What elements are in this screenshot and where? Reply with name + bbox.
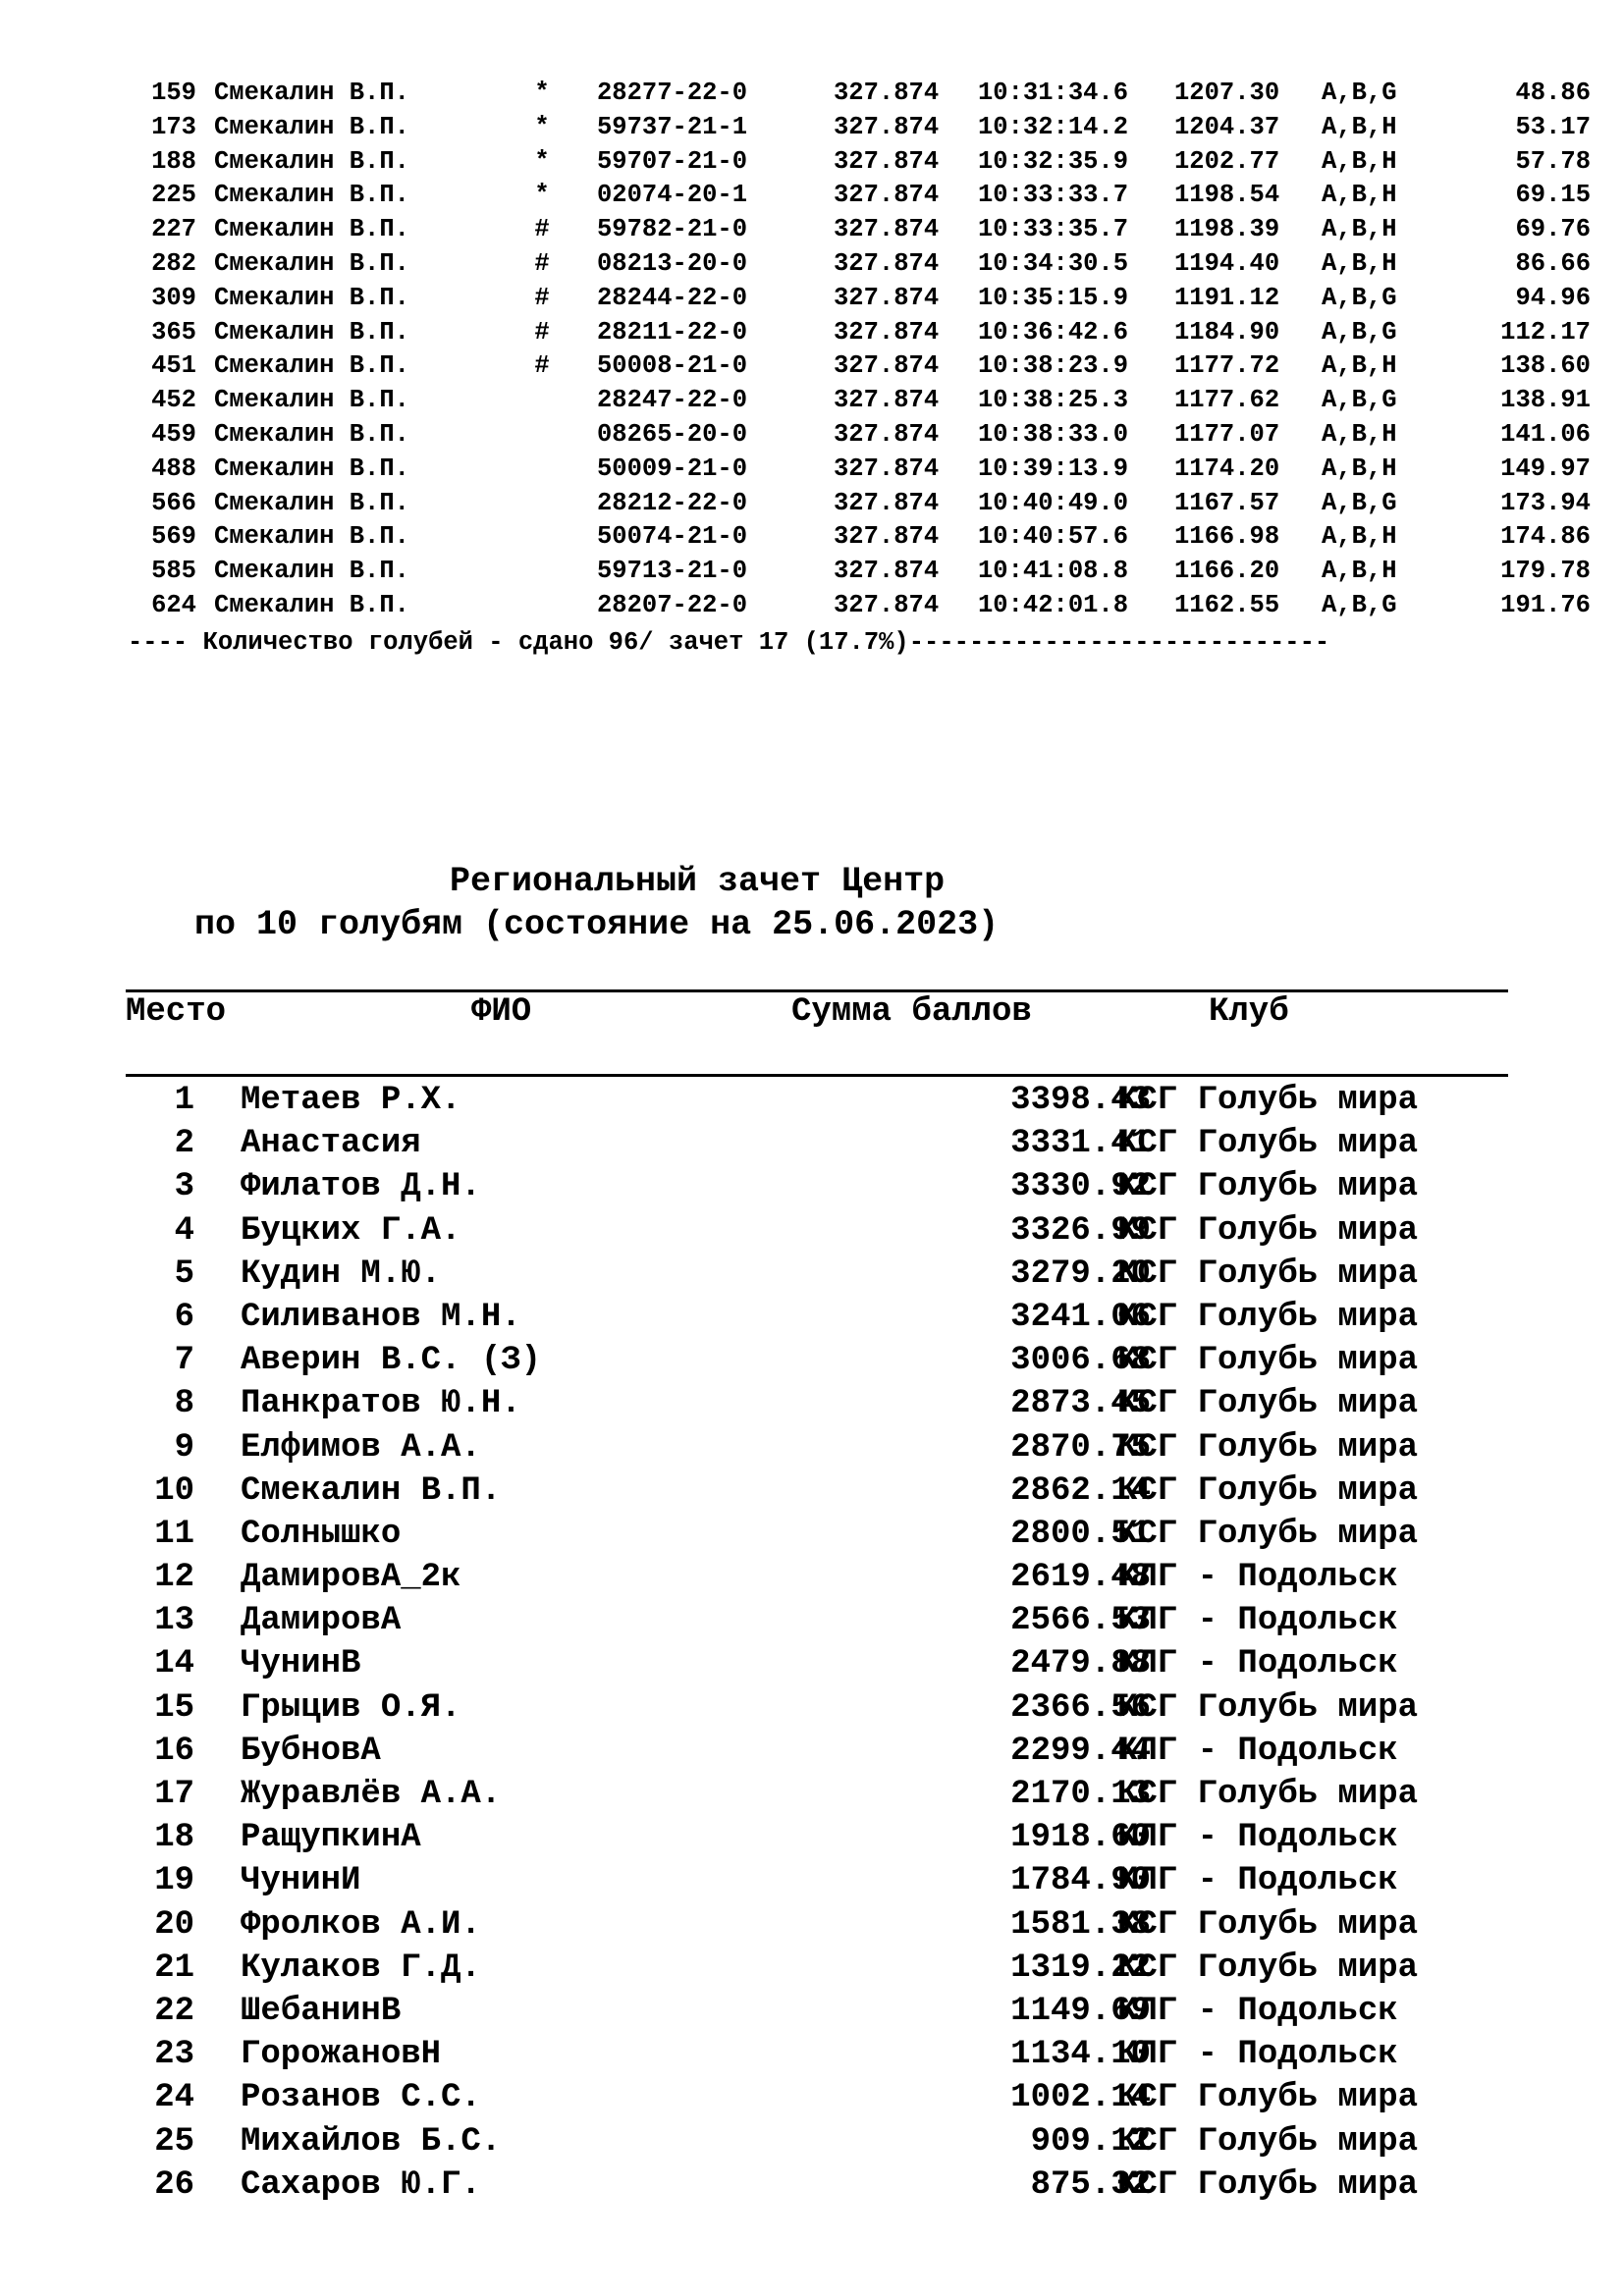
race-cell-speed: 1202.77 bbox=[1174, 146, 1280, 176]
standings-cell-name: ЧунинИ bbox=[241, 1862, 361, 1900]
race-row bbox=[128, 145, 1600, 180]
standings-row bbox=[126, 1165, 1508, 1208]
race-cell-points: 141.06 bbox=[1500, 419, 1591, 449]
standings-row bbox=[126, 1426, 1508, 1469]
standings-row bbox=[126, 1859, 1508, 1902]
race-cell-name: Смекалин В.П. bbox=[214, 454, 409, 483]
standings-header bbox=[126, 993, 1508, 1037]
race-cell-distance: 327.874 bbox=[834, 248, 940, 278]
race-cell-distance: 327.874 bbox=[834, 590, 940, 619]
race-cell-points: 179.78 bbox=[1500, 557, 1591, 586]
race-cell-flags: A,B,H bbox=[1322, 215, 1397, 244]
standings-cell-club: КЛГ - Подольск bbox=[1117, 1992, 1398, 2030]
standings-cell-club: КЛГ - Подольск bbox=[1117, 1645, 1398, 1683]
standings-cell-sum: 2873.45 bbox=[1010, 1385, 1151, 1423]
race-cell-name: Смекалин В.П. bbox=[214, 215, 409, 244]
race-cell-points: 173.94 bbox=[1500, 488, 1591, 517]
race-cell-speed: 1184.90 bbox=[1174, 317, 1280, 347]
standings-cell-club: КСГ Голубь мира bbox=[1117, 2122, 1419, 2161]
race-cell-time: 10:39:13.9 bbox=[978, 454, 1129, 483]
standings-cell-club: КСГ Голубь мира bbox=[1117, 2165, 1419, 2204]
race-cell-name: Смекалин В.П. bbox=[214, 386, 409, 415]
standings-cell-name: Михайлов Б.С. bbox=[241, 2122, 502, 2161]
race-cell-pos: 188 bbox=[151, 146, 196, 176]
race-summary-line: ---- Количество голубей - сдано 96/ зачет 17 (17.7%)---------------------------- bbox=[128, 628, 1330, 657]
standings-cell-place: 19 bbox=[154, 1862, 194, 1900]
race-cell-name: Смекалин В.П. bbox=[214, 488, 409, 517]
standings-cell-club: КСГ Голубь мира bbox=[1117, 1776, 1419, 1813]
standings-cell-sum: 1134.10 bbox=[1010, 2036, 1151, 2074]
race-row bbox=[128, 282, 1600, 316]
standings-row bbox=[126, 1599, 1508, 1642]
standings-cell-place: 9 bbox=[174, 1428, 194, 1467]
standings-row bbox=[126, 2120, 1508, 2163]
race-cell-distance: 327.874 bbox=[834, 181, 940, 210]
standings-cell-sum: 1784.90 bbox=[1010, 1862, 1151, 1900]
race-cell-mark: # bbox=[534, 317, 550, 347]
race-cell-speed: 1204.37 bbox=[1174, 112, 1280, 141]
race-cell-name: Смекалин В.П. bbox=[214, 419, 409, 449]
standings-cell-place: 14 bbox=[154, 1645, 194, 1683]
standings-cell-place: 11 bbox=[154, 1515, 194, 1553]
standings-cell-name: Сахаров Ю.Г. bbox=[241, 2165, 481, 2204]
race-cell-name: Смекалин В.П. bbox=[214, 146, 409, 176]
standings-cell-place: 1 bbox=[174, 1082, 194, 1119]
standings-cell-name: Буцких Г.А. bbox=[241, 1211, 461, 1250]
standings-cell-sum: 3279.20 bbox=[1010, 1255, 1151, 1293]
race-cell-ring: 59713-21-0 bbox=[597, 557, 748, 586]
race-cell-mark: # bbox=[534, 248, 550, 278]
race-cell-pos: 227 bbox=[151, 215, 196, 244]
race-row bbox=[128, 520, 1600, 555]
standings-cell-sum: 1149.69 bbox=[1010, 1992, 1151, 2030]
race-row bbox=[128, 316, 1600, 350]
race-cell-distance: 327.874 bbox=[834, 557, 940, 586]
race-cell-ring: 59707-21-0 bbox=[597, 146, 748, 176]
race-cell-flags: A,B,G bbox=[1322, 386, 1397, 415]
standings-cell-name: Журавлёв А.А. bbox=[241, 1776, 502, 1813]
race-cell-name: Смекалин В.П. bbox=[214, 283, 409, 312]
standings-row bbox=[126, 1382, 1508, 1425]
race-cell-time: 10:40:49.0 bbox=[978, 488, 1129, 517]
standings-row bbox=[126, 1469, 1508, 1513]
standings-cell-club: КСГ Голубь мира bbox=[1117, 2079, 1419, 2117]
standings-cell-club: КЛГ - Подольск bbox=[1117, 1819, 1398, 1857]
race-cell-distance: 327.874 bbox=[834, 386, 940, 415]
standings-cell-club: КЛГ - Подольск bbox=[1117, 2036, 1398, 2074]
race-cell-name: Смекалин В.П. bbox=[214, 351, 409, 381]
standings-row bbox=[126, 1773, 1508, 1816]
race-cell-name: Смекалин В.П. bbox=[214, 248, 409, 278]
race-cell-points: 48.86 bbox=[1515, 79, 1591, 107]
standings-cell-sum: 3241.06 bbox=[1010, 1298, 1151, 1336]
race-cell-mark: # bbox=[534, 215, 550, 244]
race-row bbox=[128, 213, 1600, 247]
race-cell-pos: 566 bbox=[151, 488, 196, 517]
standings-cell-club: КСГ Голубь мира bbox=[1117, 1471, 1419, 1510]
race-cell-name: Смекалин В.П. bbox=[214, 79, 409, 107]
race-cell-time: 10:38:23.9 bbox=[978, 351, 1129, 381]
header-place: Место bbox=[126, 993, 227, 1031]
race-cell-pos: 451 bbox=[151, 351, 196, 381]
race-cell-distance: 327.874 bbox=[834, 79, 940, 107]
standings-row bbox=[126, 1296, 1508, 1339]
race-cell-flags: A,B,H bbox=[1322, 419, 1397, 449]
standings-cell-place: 7 bbox=[174, 1342, 194, 1380]
standings-cell-name: ДамировА bbox=[241, 1602, 402, 1640]
race-cell-pos: 459 bbox=[151, 419, 196, 449]
race-cell-flags: A,B,H bbox=[1322, 557, 1397, 586]
standings-row bbox=[126, 1903, 1508, 1947]
race-cell-flags: A,B,H bbox=[1322, 522, 1397, 552]
standings-row bbox=[126, 1209, 1508, 1253]
header-sum: Сумма баллов bbox=[791, 993, 1032, 1031]
standings-cell-name: Аверин В.С. (З) bbox=[241, 1342, 542, 1380]
standings-cell-sum: 3331.41 bbox=[1010, 1125, 1151, 1163]
race-cell-distance: 327.874 bbox=[834, 454, 940, 483]
standings-title: Региональный зачет Центр bbox=[450, 862, 946, 901]
race-cell-time: 10:41:08.8 bbox=[978, 557, 1129, 586]
race-cell-speed: 1198.54 bbox=[1174, 181, 1280, 210]
race-cell-ring: 59737-21-1 bbox=[597, 112, 748, 141]
race-cell-time: 10:34:30.5 bbox=[978, 248, 1129, 278]
standings-cell-sum: 2479.88 bbox=[1010, 1645, 1151, 1683]
race-row bbox=[128, 349, 1600, 384]
standings-cell-club: КСГ Голубь мира bbox=[1117, 1515, 1419, 1553]
standings-cell-club: КСГ Голубь мира bbox=[1117, 1211, 1419, 1250]
race-cell-time: 10:31:34.6 bbox=[978, 79, 1129, 107]
standings-cell-name: БубновА bbox=[241, 1732, 381, 1770]
standings-cell-sum: 2299.44 bbox=[1010, 1732, 1151, 1770]
standings-cell-place: 10 bbox=[154, 1471, 194, 1510]
standings-cell-club: КСГ Голубь мира bbox=[1117, 1298, 1419, 1336]
race-cell-points: 94.96 bbox=[1515, 283, 1591, 312]
standings-cell-sum: 2870.75 bbox=[1010, 1428, 1151, 1467]
standings-cell-club: КСГ Голубь мира bbox=[1117, 1688, 1419, 1727]
standings-row bbox=[126, 1122, 1508, 1165]
standings-cell-sum: 2619.48 bbox=[1010, 1559, 1151, 1597]
race-cell-time: 10:42:01.8 bbox=[978, 590, 1129, 619]
header-bottom-rule bbox=[126, 1074, 1508, 1077]
standings-subtitle: по 10 голубям (состояние на 25.06.2023) bbox=[194, 905, 1000, 944]
standings-cell-club: КСГ Голубь мира bbox=[1117, 1385, 1419, 1423]
standings-cell-place: 24 bbox=[154, 2079, 194, 2117]
race-cell-time: 10:33:35.7 bbox=[978, 215, 1129, 244]
race-cell-ring: 28244-22-0 bbox=[597, 283, 748, 312]
standings-row bbox=[126, 1642, 1508, 1685]
race-row bbox=[128, 555, 1600, 589]
race-cell-mark: * bbox=[534, 79, 550, 107]
race-cell-pos: 624 bbox=[151, 590, 196, 619]
race-cell-pos: 282 bbox=[151, 248, 196, 278]
race-cell-distance: 327.874 bbox=[834, 215, 940, 244]
standings-row bbox=[126, 1990, 1508, 2033]
race-cell-ring: 50009-21-0 bbox=[597, 454, 748, 483]
standings-cell-sum: 909.12 bbox=[1030, 2122, 1151, 2161]
standings-cell-name: Фролков А.И. bbox=[241, 1905, 481, 1944]
race-row bbox=[128, 247, 1600, 282]
standings-cell-name: Кудин М.Ю. bbox=[241, 1255, 442, 1293]
race-cell-speed: 1167.57 bbox=[1174, 488, 1280, 517]
race-cell-points: 149.97 bbox=[1500, 454, 1591, 483]
standings-row bbox=[126, 1079, 1508, 1122]
race-cell-points: 69.76 bbox=[1515, 215, 1591, 244]
standings-cell-name: Елфимов А.А. bbox=[241, 1428, 481, 1467]
race-cell-pos: 569 bbox=[151, 522, 196, 552]
race-cell-ring: 50008-21-0 bbox=[597, 351, 748, 381]
standings-cell-sum: 2366.56 bbox=[1010, 1688, 1151, 1727]
race-cell-time: 10:36:42.6 bbox=[978, 317, 1129, 347]
standings-cell-club: КСГ Голубь мира bbox=[1117, 1125, 1419, 1163]
race-cell-pos: 309 bbox=[151, 283, 196, 312]
standings-cell-name: РащупкинА bbox=[241, 1819, 421, 1857]
race-row bbox=[128, 487, 1600, 521]
race-row bbox=[128, 179, 1600, 213]
standings-cell-club: КЛГ - Подольск bbox=[1117, 1732, 1398, 1770]
standings-cell-sum: 1319.22 bbox=[1010, 1949, 1151, 1987]
race-cell-points: 69.15 bbox=[1515, 181, 1591, 210]
standings-cell-place: 16 bbox=[154, 1732, 194, 1770]
race-cell-ring: 08265-20-0 bbox=[597, 419, 748, 449]
race-cell-ring: 28212-22-0 bbox=[597, 488, 748, 517]
standings-cell-name: ГорожановН bbox=[241, 2036, 442, 2074]
race-cell-points: 138.60 bbox=[1500, 351, 1591, 381]
race-cell-flags: A,B,G bbox=[1322, 79, 1397, 107]
race-cell-pos: 173 bbox=[151, 112, 196, 141]
standings-table bbox=[126, 1079, 1508, 2207]
race-cell-ring: 59782-21-0 bbox=[597, 215, 748, 244]
standings-cell-sum: 1002.14 bbox=[1010, 2079, 1151, 2117]
race-cell-ring: 08213-20-0 bbox=[597, 248, 748, 278]
standings-cell-name: ДамировА_2к bbox=[241, 1559, 461, 1597]
standings-cell-name: Филатов Д.Н. bbox=[241, 1168, 481, 1206]
standings-cell-name: Анастасия bbox=[241, 1125, 421, 1163]
race-cell-speed: 1194.40 bbox=[1174, 248, 1280, 278]
standings-cell-place: 4 bbox=[174, 1211, 194, 1250]
standings-cell-club: КСГ Голубь мира bbox=[1117, 1255, 1419, 1293]
race-cell-distance: 327.874 bbox=[834, 522, 940, 552]
standings-cell-club: КСГ Голубь мира bbox=[1117, 1905, 1419, 1944]
race-cell-pos: 365 bbox=[151, 317, 196, 347]
standings-cell-place: 13 bbox=[154, 1602, 194, 1640]
race-cell-speed: 1177.72 bbox=[1174, 351, 1280, 381]
race-row bbox=[128, 111, 1600, 145]
standings-cell-place: 25 bbox=[154, 2122, 194, 2161]
race-cell-name: Смекалин В.П. bbox=[214, 181, 409, 210]
standings-row bbox=[126, 1947, 1508, 1990]
race-cell-distance: 327.874 bbox=[834, 317, 940, 347]
race-cell-pos: 585 bbox=[151, 557, 196, 586]
race-cell-pos: 225 bbox=[151, 181, 196, 210]
race-cell-mark: * bbox=[534, 112, 550, 141]
race-cell-flags: A,B,H bbox=[1322, 181, 1397, 210]
standings-cell-sum: 1918.60 bbox=[1010, 1819, 1151, 1857]
race-cell-speed: 1177.62 bbox=[1174, 386, 1280, 415]
standings-cell-sum: 875.32 bbox=[1030, 2165, 1151, 2204]
race-cell-name: Смекалин В.П. bbox=[214, 317, 409, 347]
standings-cell-club: КСГ Голубь мира bbox=[1117, 1168, 1419, 1206]
standings-cell-name: ШебанинВ bbox=[241, 1992, 402, 2030]
standings-cell-place: 22 bbox=[154, 1992, 194, 2030]
standings-cell-sum: 2800.51 bbox=[1010, 1515, 1151, 1553]
standings-cell-place: 26 bbox=[154, 2165, 194, 2204]
standings-cell-club: КСГ Голубь мира bbox=[1117, 1949, 1419, 1987]
race-cell-distance: 327.874 bbox=[834, 351, 940, 381]
race-row bbox=[128, 384, 1600, 418]
race-cell-speed: 1166.98 bbox=[1174, 522, 1280, 552]
race-cell-name: Смекалин В.П. bbox=[214, 590, 409, 619]
race-cell-mark: # bbox=[534, 351, 550, 381]
standings-cell-place: 21 bbox=[154, 1949, 194, 1987]
standings-row bbox=[126, 1339, 1508, 1382]
race-cell-speed: 1177.07 bbox=[1174, 419, 1280, 449]
standings-cell-name: ЧунинВ bbox=[241, 1645, 361, 1683]
standings-cell-name: Силиванов М.Н. bbox=[241, 1298, 521, 1336]
race-cell-flags: A,B,H bbox=[1322, 146, 1397, 176]
table-top-rule bbox=[126, 989, 1508, 992]
standings-cell-name: Розанов С.С. bbox=[241, 2079, 481, 2117]
race-cell-pos: 488 bbox=[151, 454, 196, 483]
race-cell-time: 10:38:33.0 bbox=[978, 419, 1129, 449]
race-cell-flags: A,B,H bbox=[1322, 351, 1397, 381]
race-cell-ring: 28277-22-0 bbox=[597, 79, 748, 107]
standings-cell-place: 17 bbox=[154, 1776, 194, 1813]
standings-cell-place: 23 bbox=[154, 2036, 194, 2074]
race-cell-mark: * bbox=[534, 181, 550, 210]
race-cell-name: Смекалин В.П. bbox=[214, 557, 409, 586]
race-cell-ring: 28247-22-0 bbox=[597, 386, 748, 415]
race-cell-ring: 50074-21-0 bbox=[597, 522, 748, 552]
race-row bbox=[128, 589, 1600, 623]
standings-cell-name: Кулаков Г.Д. bbox=[241, 1949, 481, 1987]
race-cell-time: 10:35:15.9 bbox=[978, 283, 1129, 312]
race-cell-ring: 28211-22-0 bbox=[597, 317, 748, 347]
race-cell-distance: 327.874 bbox=[834, 146, 940, 176]
standings-cell-sum: 1581.38 bbox=[1010, 1905, 1151, 1944]
standings-row bbox=[126, 1556, 1508, 1599]
race-cell-flags: A,B,H bbox=[1322, 248, 1397, 278]
standings-cell-sum: 3006.68 bbox=[1010, 1342, 1151, 1380]
standings-cell-name: Смекалин В.П. bbox=[241, 1471, 502, 1510]
race-results-table bbox=[128, 77, 1600, 623]
race-row bbox=[128, 453, 1600, 487]
race-cell-name: Смекалин В.П. bbox=[214, 522, 409, 552]
race-cell-points: 57.78 bbox=[1515, 146, 1591, 176]
standings-cell-sum: 2566.53 bbox=[1010, 1602, 1151, 1640]
race-cell-flags: A,B,G bbox=[1322, 590, 1397, 619]
race-cell-speed: 1174.20 bbox=[1174, 454, 1280, 483]
standings-cell-club: КСГ Голубь мира bbox=[1117, 1428, 1419, 1467]
standings-row bbox=[126, 2033, 1508, 2076]
standings-cell-club: КСГ Голубь мира bbox=[1117, 1082, 1419, 1119]
race-cell-mark: * bbox=[534, 146, 550, 176]
race-cell-ring: 02074-20-1 bbox=[597, 181, 748, 210]
race-cell-time: 10:40:57.6 bbox=[978, 522, 1129, 552]
race-cell-flags: A,B,H bbox=[1322, 454, 1397, 483]
standings-cell-sum: 2170.13 bbox=[1010, 1776, 1151, 1813]
race-cell-speed: 1198.39 bbox=[1174, 215, 1280, 244]
standings-row bbox=[126, 1730, 1508, 1773]
standings-cell-club: КЛГ - Подольск bbox=[1117, 1559, 1398, 1597]
race-cell-points: 53.17 bbox=[1515, 112, 1591, 141]
standings-cell-sum: 3330.92 bbox=[1010, 1168, 1151, 1206]
standings-cell-sum: 3326.99 bbox=[1010, 1211, 1151, 1250]
race-cell-ring: 28207-22-0 bbox=[597, 590, 748, 619]
race-cell-speed: 1207.30 bbox=[1174, 79, 1280, 107]
race-cell-speed: 1191.12 bbox=[1174, 283, 1280, 312]
race-cell-flags: A,B,G bbox=[1322, 283, 1397, 312]
standings-cell-name: Грыцив О.Я. bbox=[241, 1688, 461, 1727]
race-cell-points: 191.76 bbox=[1500, 590, 1591, 619]
race-cell-time: 10:32:35.9 bbox=[978, 146, 1129, 176]
race-cell-distance: 327.874 bbox=[834, 488, 940, 517]
standings-cell-sum: 2862.14 bbox=[1010, 1471, 1151, 1510]
race-cell-pos: 452 bbox=[151, 386, 196, 415]
race-cell-distance: 327.874 bbox=[834, 419, 940, 449]
race-cell-points: 138.91 bbox=[1500, 386, 1591, 415]
race-cell-time: 10:33:33.7 bbox=[978, 181, 1129, 210]
race-cell-time: 10:32:14.2 bbox=[978, 112, 1129, 141]
standings-cell-place: 5 bbox=[174, 1255, 194, 1293]
race-row bbox=[128, 418, 1600, 453]
header-name: ФИО bbox=[471, 993, 532, 1031]
race-cell-time: 10:38:25.3 bbox=[978, 386, 1129, 415]
standings-cell-place: 6 bbox=[174, 1298, 194, 1336]
race-cell-points: 112.17 bbox=[1500, 317, 1591, 347]
race-row bbox=[128, 77, 1600, 111]
race-cell-mark: # bbox=[534, 283, 550, 312]
race-cell-flags: A,B,H bbox=[1322, 112, 1397, 141]
header-club: Клуб bbox=[1209, 993, 1289, 1031]
standings-cell-place: 18 bbox=[154, 1819, 194, 1857]
standings-row bbox=[126, 2076, 1508, 2119]
standings-cell-club: КЛГ - Подольск bbox=[1117, 1862, 1398, 1900]
standings-cell-club: КСГ Голубь мира bbox=[1117, 1342, 1419, 1380]
standings-cell-club: КЛГ - Подольск bbox=[1117, 1602, 1398, 1640]
standings-cell-place: 20 bbox=[154, 1905, 194, 1944]
race-cell-flags: A,B,G bbox=[1322, 488, 1397, 517]
standings-cell-place: 2 bbox=[174, 1125, 194, 1163]
standings-row bbox=[126, 2163, 1508, 2207]
race-cell-flags: A,B,G bbox=[1322, 317, 1397, 347]
standings-cell-name: Солнышко bbox=[241, 1515, 402, 1553]
standings-cell-name: Метаев Р.Х. bbox=[241, 1082, 461, 1119]
standings-row bbox=[126, 1513, 1508, 1556]
race-cell-speed: 1162.55 bbox=[1174, 590, 1280, 619]
standings-row bbox=[126, 1253, 1508, 1296]
standings-cell-name: Панкратов Ю.Н. bbox=[241, 1385, 521, 1423]
race-cell-name: Смекалин В.П. bbox=[214, 112, 409, 141]
race-cell-speed: 1166.20 bbox=[1174, 557, 1280, 586]
standings-cell-place: 12 bbox=[154, 1559, 194, 1597]
race-cell-points: 174.86 bbox=[1500, 522, 1591, 552]
race-cell-distance: 327.874 bbox=[834, 283, 940, 312]
race-cell-points: 86.66 bbox=[1515, 248, 1591, 278]
standings-cell-place: 8 bbox=[174, 1385, 194, 1423]
standings-row bbox=[126, 1816, 1508, 1859]
race-cell-pos: 159 bbox=[151, 79, 196, 107]
standings-row bbox=[126, 1686, 1508, 1730]
standings-cell-place: 15 bbox=[154, 1688, 194, 1727]
standings-cell-place: 3 bbox=[174, 1168, 194, 1206]
standings-cell-sum: 3398.43 bbox=[1010, 1082, 1151, 1119]
race-cell-distance: 327.874 bbox=[834, 112, 940, 141]
